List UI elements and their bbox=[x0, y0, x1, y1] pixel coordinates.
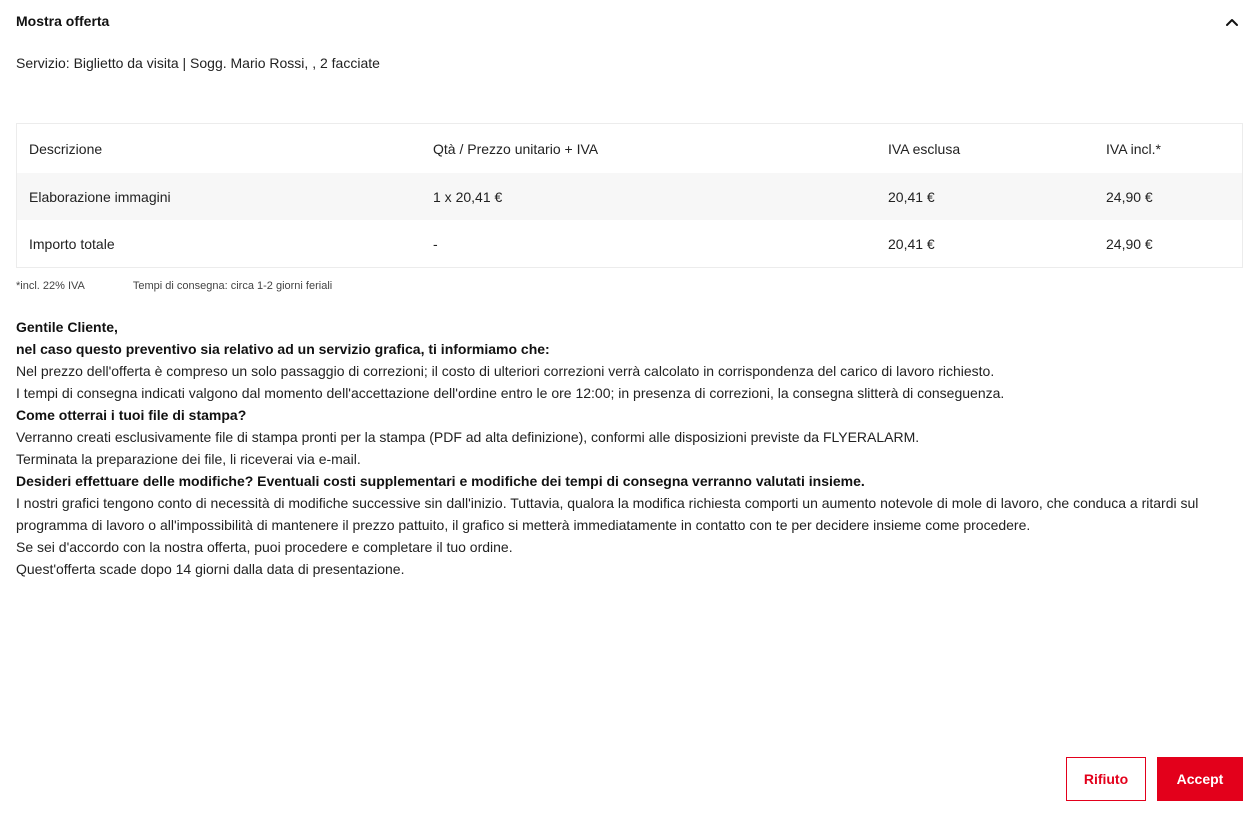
total-vat-included: 24,90 € bbox=[1106, 235, 1153, 252]
table-total-row bbox=[17, 220, 1243, 268]
offer-terms bbox=[16, 316, 1246, 580]
terms-paragraph-corrections: Nel prezzo dell'offerta è compreso un solo passaggio di correzioni; il costo di ulteriori correzioni verrà calcolato in corrispondenza del carico di lavoro richiesto. bbox=[16, 363, 995, 379]
accept-button[interactable]: Accept bbox=[1157, 757, 1243, 801]
terms-paragraph-accept: Se sei d'accordo con la nostra offerta, puoi procedere e completare il tuo ordine. bbox=[16, 539, 513, 555]
offer-table bbox=[16, 123, 1243, 268]
offer-title: Mostra offerta bbox=[16, 13, 110, 29]
chevron-up-icon bbox=[1220, 12, 1244, 32]
total-qty-price: - bbox=[433, 235, 438, 252]
header-vat-included: IVA incl.* bbox=[1106, 140, 1161, 157]
row-description: Elaborazione immagini bbox=[17, 173, 422, 220]
table-row bbox=[17, 173, 1243, 220]
terms-paragraph-print-files: Verranno creati esclusivamente file di stampa pronti per la stampa (PDF ad alta definizione), conformi alle disposizioni previste da FLYERALARM. bbox=[16, 429, 920, 445]
table-footnote bbox=[16, 278, 332, 294]
print-files-heading: Come otterrai i tuoi file di stampa? bbox=[16, 407, 247, 423]
row-vat-excluded: 20,41 € bbox=[876, 173, 1094, 220]
row-qty-price: 1 x 20,41 € bbox=[421, 173, 876, 220]
terms-paragraph-delivery: I tempi di consegna indicati valgono dal momento dell'accettazione dell'ordine entro le ore 12:00; in presenza di correzioni, la consegna slitterà di conseguenza. bbox=[16, 385, 1005, 401]
terms-paragraph-expiry: Quest'offerta scade dopo 14 giorni dalla data di presentazione. bbox=[16, 561, 405, 577]
reject-button[interactable]: Rifiuto bbox=[1066, 757, 1146, 801]
modifications-heading: Desideri effettuare delle modifiche? Eventuali costi supplementari e modifiche dei tempi di consegna verranno valutati insieme. bbox=[16, 473, 865, 489]
delivery-note: Tempi di consegna: circa 1-2 giorni feriali bbox=[132, 280, 333, 292]
intro-heading: nel caso questo preventivo sia relativo ad un servizio grafica, ti informiamo che: bbox=[16, 341, 550, 357]
row-vat-included: 24,90 € bbox=[1094, 173, 1243, 220]
service-description: Servizio: Biglietto da visita | Sogg. Mario Rossi, , 2 facciate bbox=[16, 55, 380, 71]
terms-paragraph-email: Terminata la preparazione dei file, li riceverai via e-mail. bbox=[16, 451, 361, 467]
vat-note: *incl. 22% IVA bbox=[16, 280, 85, 292]
greeting: Gentile Cliente, bbox=[16, 319, 118, 335]
header-qty-price: Qtà / Prezzo unitario + IVA bbox=[433, 140, 599, 157]
terms-paragraph-modifications: I nostri grafici tengono conto di necessità di modifiche successive sin dall'inizio. Tuttavia, qualora la modifica richiesta comporti un aumento notevole di mole di lavoro, che conduca a ritardi sul programma di lavoro o all'impossibilità di mantenere il prezzo pattuito, il grafico si metterà immediatamente in contatto con te per decidere insieme come procedere. bbox=[16, 495, 1199, 533]
collapse-button[interactable] bbox=[1220, 12, 1244, 32]
table-header-row bbox=[17, 124, 1243, 174]
offer-header[interactable] bbox=[16, 10, 1244, 36]
total-label: Importo totale bbox=[29, 235, 115, 252]
header-description: Descrizione bbox=[29, 140, 103, 157]
total-vat-excluded: 20,41 € bbox=[888, 235, 935, 252]
header-vat-excluded: IVA esclusa bbox=[888, 140, 961, 157]
